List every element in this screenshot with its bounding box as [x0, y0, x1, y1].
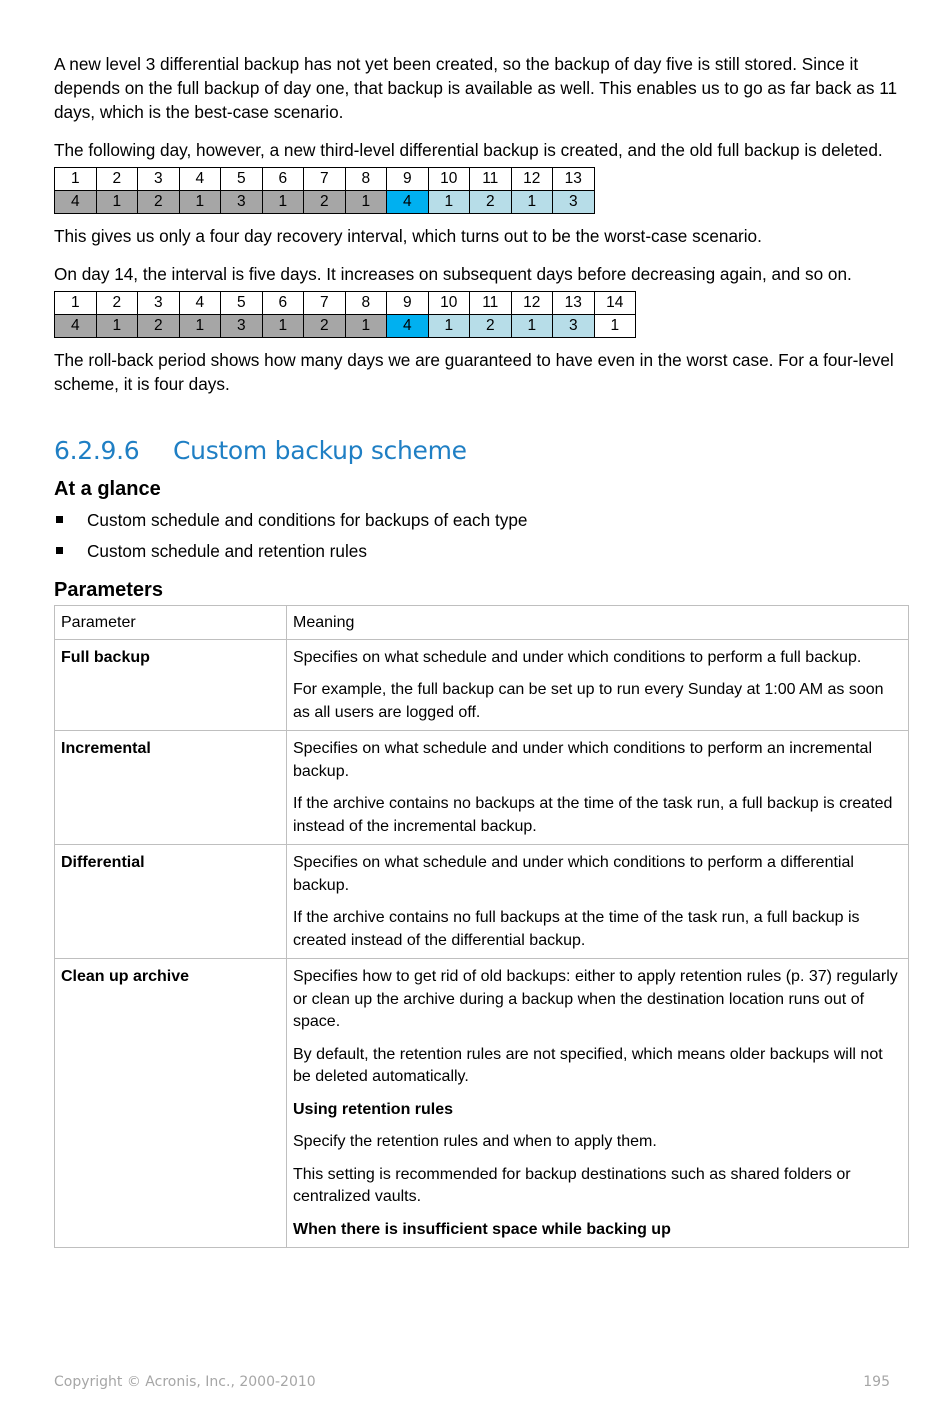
bullet-icon: [56, 516, 63, 523]
day-cell: 3: [138, 168, 180, 191]
column-header-meaning: Meaning: [287, 606, 909, 640]
meaning-text: If the archive contains no backups at the time of the task run, a full backup is created instead of the incremental backup.: [293, 795, 893, 835]
table-row: [55, 639, 909, 731]
day-cell: 2: [96, 292, 138, 315]
level-cell: 3: [221, 191, 263, 214]
day-row: [55, 168, 595, 191]
level-cell: 1: [511, 191, 553, 214]
at-a-glance-list: [54, 508, 910, 563]
day-cell: 11: [470, 292, 512, 315]
parameter-name: Differential: [55, 845, 287, 959]
day-cell: 10: [428, 292, 470, 315]
copyright-text: Copyright © Acronis, Inc., 2000-2010: [54, 1374, 316, 1390]
paragraph: The following day, however, a new third-level differential backup is created, and the old full backup is deleted.: [54, 140, 883, 160]
day-cell: 7: [304, 292, 346, 315]
level-cell: 3: [221, 315, 263, 338]
section-number: 6.2.9.6: [54, 436, 140, 465]
page-number: 195: [863, 1374, 890, 1390]
meaning-text: Specifies how to get rid of old backups: either to apply retention rules (p. 37) regularly or clean up the archive during a backup when the destination location runs out of space.: [293, 968, 898, 1030]
level-cell: 2: [304, 191, 346, 214]
page-content: [54, 52, 910, 1248]
list-item: [54, 539, 910, 563]
parameter-name: Incremental: [55, 731, 287, 845]
day-cell: 4: [179, 292, 221, 315]
paragraph: A new level 3 differential backup has not yet been created, so the backup of day five is still stored. Since it depends on the full backup of day one, that backup is available as well. This enables us to go as far back as 11 days, which is the best-case scenario.: [54, 54, 898, 122]
day-cell: 4: [179, 168, 221, 191]
column-header-parameter: Parameter: [55, 606, 287, 640]
meaning-text: Specifies on what schedule and under which conditions to perform an incremental backup.: [293, 740, 872, 780]
day-cell: 9: [387, 168, 429, 191]
list-item: [54, 508, 910, 532]
level-cell: 2: [304, 315, 346, 338]
day-cell: 13: [553, 292, 595, 315]
paragraph: On day 14, the interval is five days. It increases on subsequent days before decreasing again, and so on.: [54, 264, 852, 284]
day-cell: 13: [553, 168, 595, 191]
day-cell: 8: [345, 292, 387, 315]
day-cell: 1: [55, 168, 97, 191]
level-cell: 4: [387, 191, 429, 214]
level-cell: 3: [553, 191, 595, 214]
table-header-row: [55, 606, 909, 640]
day-cell: 5: [221, 292, 263, 315]
section-title: Custom backup scheme: [173, 436, 467, 465]
parameters-table: [54, 605, 909, 1248]
level-cell: 1: [345, 315, 387, 338]
level-cell: 1: [594, 315, 636, 338]
level-cell: 1: [96, 315, 138, 338]
at-a-glance-heading: At a glance: [54, 478, 161, 500]
level-row: [55, 315, 636, 338]
level-cell: 2: [470, 315, 512, 338]
meaning-text: Specify the retention rules and when to apply them.: [293, 1133, 657, 1150]
parameter-meaning: [287, 959, 909, 1248]
level-cell: 1: [96, 191, 138, 214]
parameter-meaning: [287, 639, 909, 731]
section-heading: [54, 436, 910, 466]
day-cell: 9: [387, 292, 429, 315]
day-cell: 1: [55, 292, 97, 315]
level-cell: 4: [55, 191, 97, 214]
bullet-icon: [56, 547, 63, 554]
meaning-subheading: Using retention rules: [293, 1100, 454, 1118]
day-cell: 5: [221, 168, 263, 191]
meaning-text: Specifies on what schedule and under which conditions to perform a differential backup.: [293, 854, 854, 894]
level-cell: 2: [138, 315, 180, 338]
table-row: [55, 845, 909, 959]
meaning-subheading: When there is insufficient space while backing up: [293, 1220, 671, 1238]
parameter-meaning: [287, 731, 909, 845]
table-row: [55, 959, 909, 1248]
level-cell: 2: [138, 191, 180, 214]
backup-levels-table-13: [54, 167, 595, 214]
paragraph: This gives us only a four day recovery interval, which turns out to be the worst-case scenario.: [54, 226, 762, 246]
day-cell: 7: [304, 168, 346, 191]
level-cell: 2: [470, 191, 512, 214]
meaning-text: This setting is recommended for backup destinations such as shared folders or centralized vaults.: [293, 1165, 851, 1205]
level-cell: 4: [387, 315, 429, 338]
level-cell: 1: [179, 191, 221, 214]
level-cell: 1: [262, 191, 304, 214]
day-cell: 12: [511, 292, 553, 315]
day-cell: 3: [138, 292, 180, 315]
parameters-heading: Parameters: [54, 579, 163, 601]
table-row: [55, 731, 909, 845]
day-cell: 6: [262, 292, 304, 315]
day-cell: 14: [594, 292, 636, 315]
meaning-text: Specifies on what schedule and under which conditions to perform a full backup.: [293, 648, 862, 666]
parameter-meaning: [287, 845, 909, 959]
level-cell: 1: [511, 315, 553, 338]
level-cell: 1: [179, 315, 221, 338]
level-cell: 4: [55, 315, 97, 338]
day-cell: 11: [470, 168, 512, 191]
backup-levels-table-14: [54, 291, 636, 338]
level-cell: 1: [428, 315, 470, 338]
day-cell: 8: [345, 168, 387, 191]
day-cell: 10: [428, 168, 470, 191]
list-item-text: Custom schedule and retention rules: [87, 541, 367, 561]
day-cell: 2: [96, 168, 138, 191]
meaning-text: If the archive contains no full backups at the time of the task run, a full backup is created instead of the differential backup.: [293, 909, 860, 949]
level-cell: 1: [262, 315, 304, 338]
day-row: [55, 292, 636, 315]
level-row: [55, 191, 595, 214]
day-cell: 6: [262, 168, 304, 191]
parameter-name: Clean up archive: [55, 959, 287, 1248]
level-cell: 1: [428, 191, 470, 214]
parameter-name: Full backup: [55, 639, 287, 731]
level-cell: 3: [553, 315, 595, 338]
meaning-text: By default, the retention rules are not specified, which means older backups will not be deleted automatically.: [293, 1045, 883, 1085]
level-cell: 1: [345, 191, 387, 214]
page-footer: [54, 1374, 890, 1390]
list-item-text: Custom schedule and conditions for backups of each type: [87, 510, 528, 530]
paragraph: The roll-back period shows how many days we are guaranteed to have even in the worst case. For a four-level scheme, it is four days.: [54, 350, 894, 394]
meaning-text: For example, the full backup can be set up to run every Sunday at 1:00 AM as soon as all users are logged off.: [293, 681, 884, 721]
day-cell: 12: [511, 168, 553, 191]
